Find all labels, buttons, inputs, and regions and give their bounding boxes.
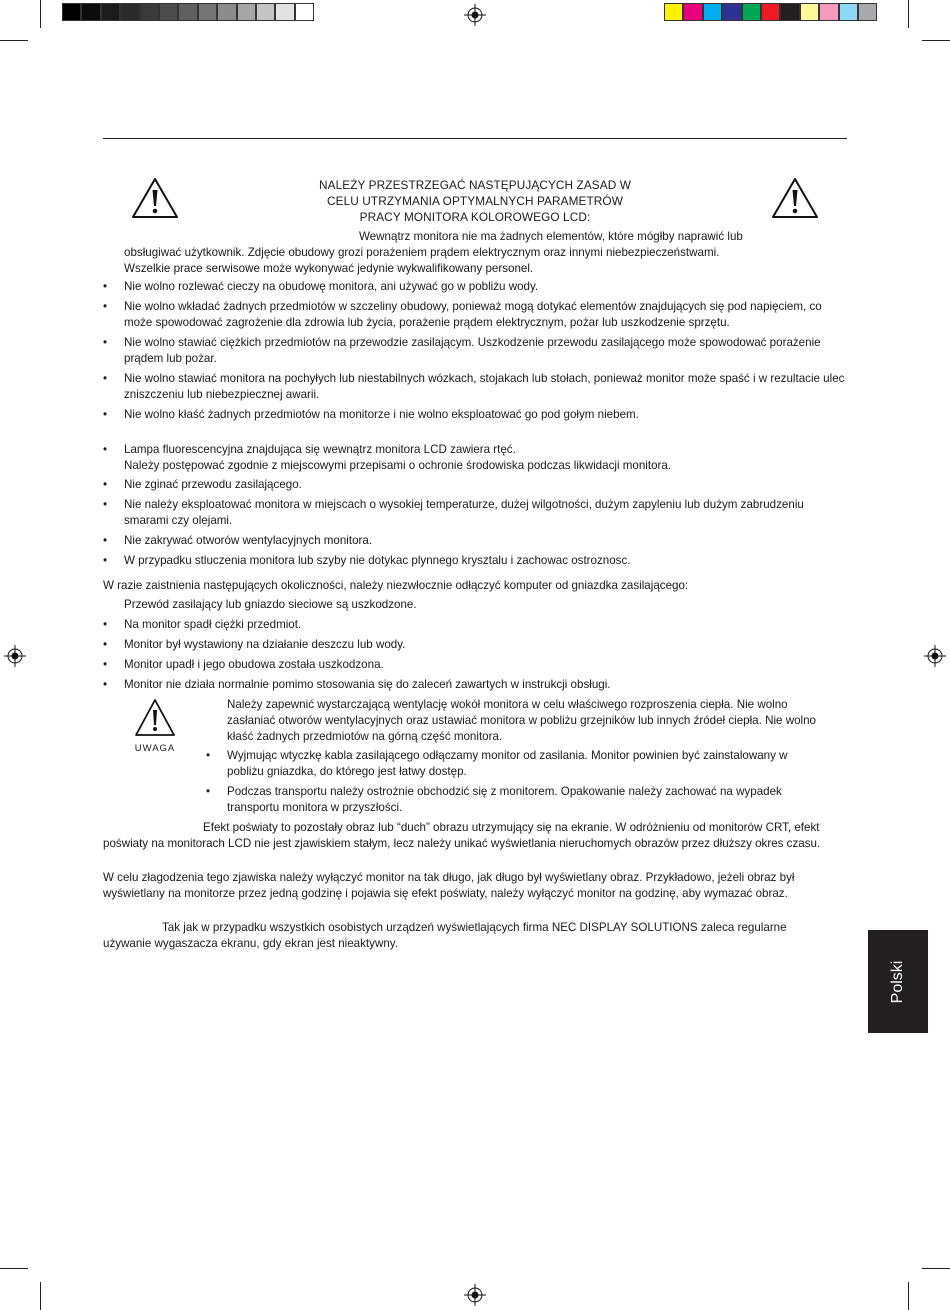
safety-heading [280, 177, 670, 225]
color-swatch [159, 3, 178, 21]
registration-mark-icon [4, 645, 26, 667]
color-swatch [780, 3, 799, 21]
list-item: • Podczas transportu należy ostrożnie obchodzić się z monitorem. Opakowanie należy zachować na wypadek transportu monitora w przyszłości. [206, 784, 826, 816]
color-bar [664, 3, 877, 21]
registration-mark-icon [924, 645, 946, 667]
lamp-list [103, 442, 848, 478]
list-item: • Monitor był wystawiony na działanie deszczu lub wody. [103, 637, 848, 653]
list-item: • W przypadku stluczenia monitora lub szyby nie dotykac plynnego krysztalu i zachowac ostroznosc. [103, 553, 848, 569]
intro-line: Wewnątrz monitora nie ma żadnych elementów, które mógłby naprawić lub [359, 230, 743, 243]
lamp-line: • Lampa fluorescencyjna znajdująca się wewnątrz monitora LCD zawiera rtęć. [124, 443, 516, 456]
list-item: • Nie zakrywać otworów wentylacyjnych monitora. [103, 533, 848, 549]
color-swatch [839, 3, 858, 21]
list-item: • Monitor nie działa normalnie pomimo stosowania się do zaleceń zawartych w instrukcji obsługi. [103, 677, 848, 693]
warning-triangle-icon [771, 177, 819, 219]
color-swatch [140, 3, 159, 21]
list-item: • Nie wolno stawiać monitora na pochyłych lub niestabilnych wózkach, stojakach lub stołach, ponieważ monitor może spaść i w rezultacie ulec zniszczeniu lub niebezpiecznej awarii. [103, 371, 848, 403]
caution-label: UWAGA [134, 743, 176, 754]
color-swatch [178, 3, 197, 21]
disconnect-list [103, 617, 848, 697]
list-item: • Nie wolno kłaść żadnych przedmiotów na monitorze i nie wolno eksploatować go pod gołym niebem. [103, 407, 848, 423]
crop-mark [0, 40, 28, 41]
color-swatch [81, 3, 100, 21]
list-item: • Nie wolno rozlewać cieczy na obudowę monitora, ani używać go w pobliżu wody. [103, 279, 848, 295]
safety-list [103, 279, 848, 427]
heading-line: CELU UTRZYMANIA OPTYMALNYCH PARAMETRÓW [327, 194, 623, 208]
color-swatch [237, 3, 256, 21]
grayscale-bar [62, 3, 314, 21]
color-swatch [62, 3, 81, 21]
caution-list [206, 748, 826, 820]
color-swatch [217, 3, 236, 21]
language-tab-label: Polski [889, 960, 906, 1003]
color-swatch [761, 3, 780, 21]
afterimage-p2: W celu złagodzenia tego zjawiska należy wyłączyć monitor na tak długo, jak długo był wyświetlany obraz. Przykładowo, jeżeli obraz był wyświetlany na monitorze przez jedną godzinę i pojawia się efekt poświaty, należy wyłączyć monitor na godzinę, aby wymazać obraz. [103, 871, 795, 900]
crop-mark [0, 1268, 28, 1269]
list-item: • Monitor upadł i jego obudowa została uszkodzona. [103, 657, 848, 673]
afterimage-p3: Tak jak w przypadku wszystkich osobistych urządzeń wyświetlających firma NEC DISPLAY SOLUTIONS zaleca regularne używanie wygaszacza ekranu, gdy ekran jest nieaktywny. [103, 921, 787, 950]
color-swatch [858, 3, 877, 21]
color-swatch [703, 3, 722, 21]
heading-line: NALEŻY PRZESTRZEGAĆ NASTĘPUJĄCYCH ZASAD W [319, 178, 631, 192]
disconnect-first: Przewód zasilający lub gniazdo sieciowe są uszkodzone. [124, 598, 417, 611]
list-item: • Nie wolno wkładać żadnych przedmiotów w szczeliny obudowy, ponieważ mogą dotykać elementów znajdujących się pod napięciem, co może spowodować zagrożenie dla zdrowia lub życia, porażenie prądem elektrycznym, pożar lub uszkodzenie sprzętu. [103, 299, 848, 331]
crop-mark [908, 1282, 909, 1310]
registration-mark-icon [464, 4, 486, 26]
crop-mark [922, 40, 950, 41]
color-swatch [295, 3, 314, 21]
list-item: • Nie wolno stawiać ciężkich przedmiotów na przewodzie zasilającym. Uszkodzenie przewodu zasilającego może spowodować porażenie prądem lub pożar. [103, 335, 848, 367]
color-swatch [256, 3, 275, 21]
color-swatch [722, 3, 741, 21]
color-swatch [198, 3, 217, 21]
color-swatch [664, 3, 683, 21]
intro-paragraph [124, 229, 854, 277]
heading-line: PRACY MONITORA KOLOROWEGO LCD: [359, 210, 591, 224]
registration-mark-icon [464, 1284, 486, 1306]
crop-mark [922, 1268, 950, 1269]
list-item: • Wyjmując wtyczkę kabla zasilającego odłączamy monitor od zasilania. Monitor powinien być zainstalowany w pobliżu gniazdka, do którego jest łatwy dostęp. [206, 748, 826, 780]
disconnect-lead: W razie zaistnienia następujących okoliczności, należy niezwłocznie odłączyć komputer od gniazdka zasilającego: [103, 579, 689, 592]
safety-list-2 [103, 477, 848, 573]
header-rule [103, 138, 847, 139]
afterimage-p1: Efekt poświaty to pozostały obraz lub “duch” obrazu utrzymujący się na ekranie. W odróżnieniu od monitorów CRT, efekt poświaty na monitorach LCD nie jest zjawiskiem stałym, lecz należy unikać wyświetlania nieruchomych obrazów przez dłuższy okres czasu. [103, 821, 821, 850]
crop-mark [40, 1282, 41, 1310]
list-item: • Nie należy eksploatować monitora w miejscach o wysokiej temperaturze, dużej wilgotności, dużym zapyleniu lub dużym zabrudzeniu smarami czy olejami. [103, 497, 848, 529]
list-item: • Nie zginać przewodu zasilającego. [103, 477, 848, 493]
color-swatch [800, 3, 819, 21]
list-item [103, 442, 848, 474]
list-item: • Na monitor spadł ciężki przedmiot. [103, 617, 848, 633]
warning-triangle-icon [131, 177, 179, 219]
caution-triangle-icon [134, 698, 176, 738]
color-swatch [742, 3, 761, 21]
crop-mark [40, 0, 41, 28]
color-swatch [101, 3, 120, 21]
crop-mark [908, 0, 909, 28]
color-swatch [819, 3, 838, 21]
language-tab [868, 930, 928, 1033]
intro-line: obsługiwać użytkownik. Zdjęcie obudowy grozi porażeniem prądem elektrycznym oraz innymi niebezpieczeństwami. [124, 246, 720, 259]
intro-line: Wszelkie prace serwisowe może wykonywać jedynie wykwalifikowany personel. [124, 262, 534, 275]
color-swatch [120, 3, 139, 21]
caution-text: Należy zapewnić wystarczającą wentylację wokół monitora w celu właściwego rozproszenia ciepła. Nie wolno zasłaniać otworów wentylacyjnych oraz ustawiać monitora w pobliżu grzejników lub innych źródeł ciepła. Nie wolno kłaść żadnych przedmiotów na górną część monitora. [227, 698, 816, 743]
color-swatch [683, 3, 702, 21]
lamp-line: Należy postępować zgodnie z miejscowymi przepisami o ochronie środowiska podczas likwidacji monitora. [124, 459, 672, 472]
color-swatch [275, 3, 294, 21]
